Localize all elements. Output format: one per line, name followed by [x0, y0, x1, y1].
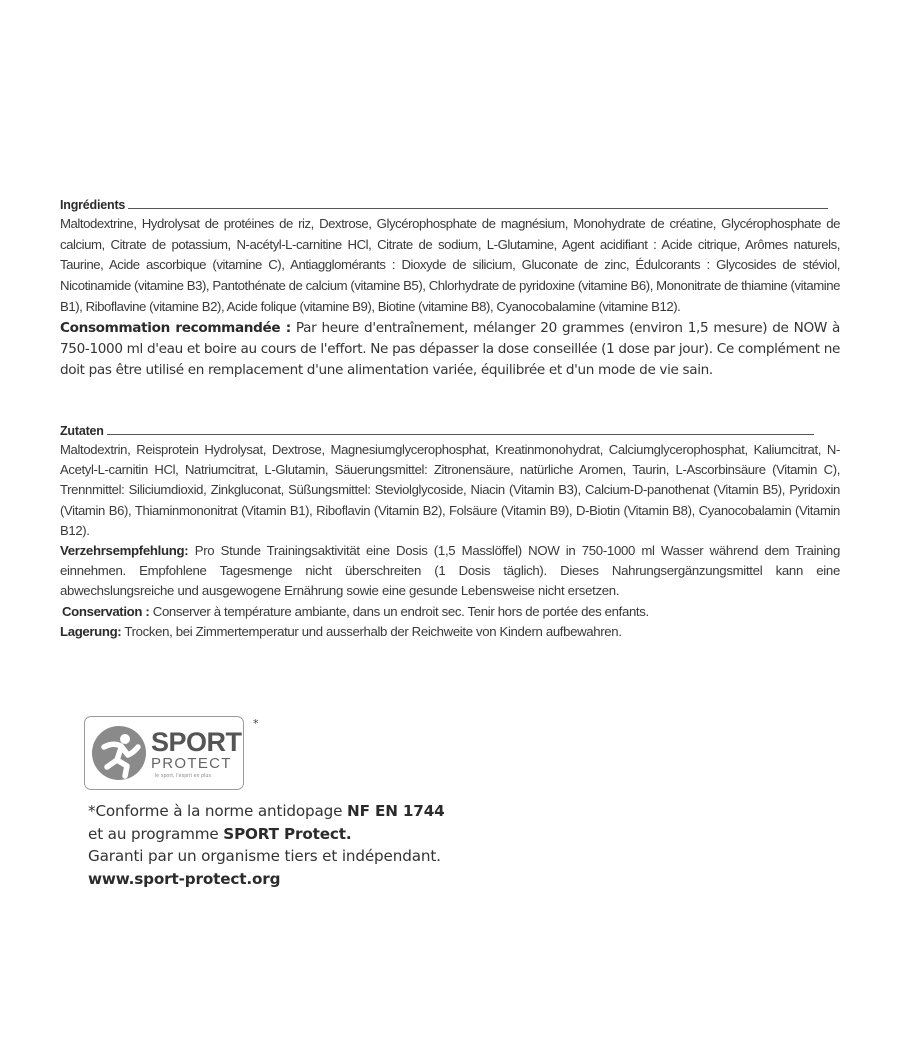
logo-asterisk: * — [253, 717, 259, 730]
sport-protect-logo — [84, 716, 244, 790]
logo-word-protect: PROTECT — [151, 755, 232, 772]
storage-label: Lagerung: — [60, 623, 122, 639]
conservation-label: Conservation : — [62, 603, 150, 619]
french-ingredients-text: Maltodextrine, Hydrolysat de protéines de riz, Dextrose, Glycérophosphate de magnésium, Monohydrate de créatine, Glycérophosphate de calcium, Citrate de potassium, N-acétyl-L-carnitine HCl, Citrate de sodium, L-Glutamine, Agent acidifiant : Acide citrique, Arômes naturels, Taurine, Acide ascorbique (vitamine C), Antiagglomérants : Dioxyde de silicium, Gluconate de zinc, Édulcorants : Glycosides de stéviol, Nicotinamide (vitamine B3), Pantothénate de calcium (vitamine B5), Chlorhydrate de pyridoxine (vitamine B6), Mononitrate de thiamine (vitamine B1), Riboflavine (vitamine B2), Acide folique (vitamine B9), Biotine (vitamine B8), Cyanocobalamine (vitamine B12). — [60, 216, 840, 314]
german-heading-row — [60, 422, 840, 438]
cert-line-2 — [88, 823, 588, 846]
cert-line-1-text: *Conforme à la norme antidopage — [88, 802, 348, 820]
storage-note — [60, 622, 840, 642]
french-usage-label: Consommation recommandée : — [60, 319, 291, 336]
french-heading-row — [60, 196, 840, 212]
french-usage-paragraph — [60, 318, 840, 381]
german-usage-label: Verzehrsempfehlung: — [60, 543, 189, 559]
cert-norm: NF EN 1744 — [347, 802, 445, 820]
cert-line-3: Garanti par un organisme tiers et indépendant. — [88, 847, 441, 865]
cert-line-1 — [88, 800, 588, 823]
storage-text: Trocken, bei Zimmertemperatur und ausserhalb der Reichweite von Kindern aufbewahren. — [124, 623, 622, 639]
french-section — [60, 196, 840, 381]
french-heading-rule — [128, 208, 828, 209]
german-usage-paragraph — [60, 541, 840, 602]
athlete-icon — [91, 725, 147, 781]
german-section — [60, 422, 840, 642]
logo-tagline: le sport, l'esprit en plus — [155, 773, 212, 779]
conservation-text: Conserver à température ambiante, dans un endroit sec. Tenir hors de portée des enfants. — [152, 603, 649, 619]
german-ingredients-text: Maltodextrin, Reisprotein Hydrolysat, Dextrose, Magnesiumglycerophosphat, Kreatinmonohydrat, Calciumglycerophosphat, Kaliumcitrat, N-Acetyl-L-carnitin HCl, Natriumcitrat, L-Glutamin, Säuerungsmittel: Zitronensäure, natürliche Aromen, Taurin, L-Ascorbinsäure (Vitamin C), Trennmittel: Siliciumdioxid, Zinkgluconat, Süßungsmittel: Steviolglycoside, Niacin (Vitamin B3), Calcium-D-panothenat (Vitamin B5), Pyridoxin (Vitamin B6), Thiaminmononitrat (Vitamin B1), Riboflavin (Vitamin B2), Folsäure (Vitamin B9), D-Biotin (Vitamin B8), Cyanocobalamin (Vitamin B12). — [60, 442, 840, 538]
german-usage-text: Pro Stunde Trainingsaktivität eine Dosis (1,5 Masslöffel) NOW in 750-1000 ml Wasser während dem Training einnehmen. Empfohlene Tagesmenge nicht überschreiten (1 Dosis täglich). Dieses Nahrungsergänzungsmittel kann eine abwechslungsreiche und ausgewogene Ernährung sowie eine gesunde Lebensweise nicht ersetzen. — [60, 543, 840, 599]
certification-block — [88, 800, 588, 890]
cert-url: www.sport-protect.org — [88, 869, 281, 888]
conservation-note — [60, 602, 840, 622]
french-usage-text: Par heure d'entraînement, mélanger 20 grammes (environ 1,5 mesure) de NOW à 750-1000 ml d'eau et boire au cours de l'effort. Ne pas dépasser la dose conseillée (1 dose par jour). Ce complément ne doit pas être utilisé en remplacement d'une alimentation variée, équilibrée et d'un mode de vie sain. — [60, 319, 840, 378]
logo-word-sport: SPORT — [151, 727, 242, 757]
german-heading-rule — [107, 434, 814, 435]
french-ingredients-heading: Ingrédients — [60, 198, 126, 212]
cert-line-2-text: et au programme — [88, 824, 224, 843]
cert-program: SPORT Protect. — [223, 824, 352, 843]
cert-url-line — [88, 868, 588, 891]
german-ingredients-heading: Zutaten — [60, 424, 104, 438]
